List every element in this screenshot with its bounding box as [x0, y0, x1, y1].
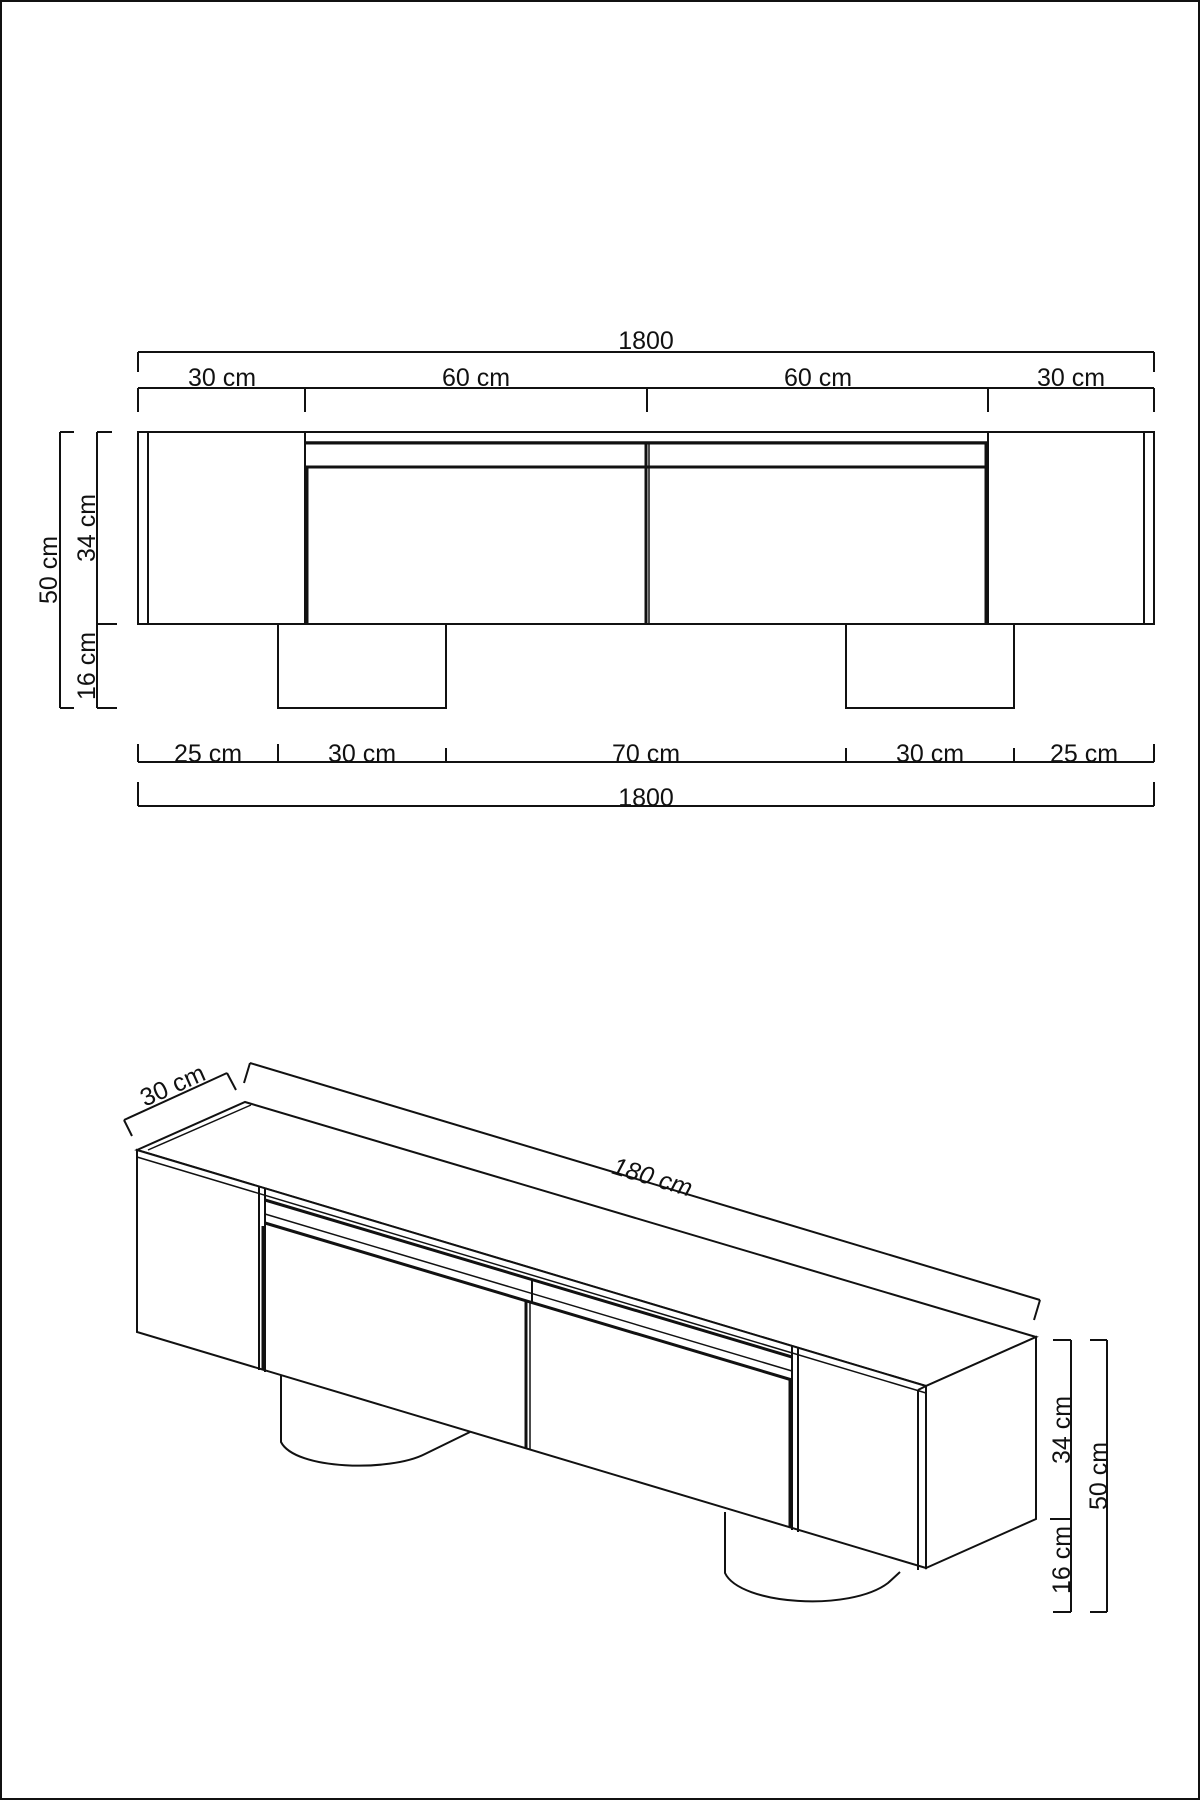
- dim-bottom-segments: [138, 740, 1154, 768]
- dim-bottom-seg-1: 25 cm: [173, 740, 243, 768]
- dim-bottom-seg-5: 25 cm: [1049, 740, 1119, 768]
- dim-front-height-body: 34 cm: [73, 493, 101, 563]
- dim-top-total: [138, 327, 1154, 372]
- page-frame: [1, 1, 1199, 1799]
- perspective-view: [124, 1059, 1113, 1612]
- cabinet-front: [138, 432, 1154, 624]
- dim-persp-height-body: 34 cm: [1048, 1395, 1076, 1465]
- leg-right-front: [846, 624, 1014, 708]
- dim-bottom-seg-2: 30 cm: [327, 740, 397, 768]
- dim-top-segments: [138, 364, 1154, 412]
- dim-height-front: [35, 432, 117, 708]
- dim-height-perspective: [1048, 1340, 1113, 1612]
- dim-bottom-total: [138, 782, 1154, 812]
- dim-top-seg-3: 60 cm: [783, 364, 853, 392]
- dim-depth-label: 30 cm: [135, 1059, 210, 1113]
- dim-top-total-label: 1800: [618, 327, 674, 355]
- dim-bottom-seg-4: 30 cm: [895, 740, 965, 768]
- dim-persp-height-total: 50 cm: [1085, 1441, 1113, 1511]
- dim-front-height-total: 50 cm: [35, 535, 63, 605]
- dim-bottom-total-label: 1800: [618, 784, 674, 812]
- dim-length-label: 180 cm: [609, 1152, 696, 1203]
- front-view: [35, 327, 1154, 812]
- dim-top-seg-4: 30 cm: [1036, 364, 1106, 392]
- dim-bottom-seg-3: 70 cm: [611, 740, 681, 768]
- dim-persp-height-legs: 16 cm: [1048, 1525, 1076, 1595]
- dim-top-seg-1: 30 cm: [187, 364, 257, 392]
- dim-top-seg-2: 60 cm: [441, 364, 511, 392]
- leg-left-front: [278, 624, 446, 708]
- dim-front-height-legs: 16 cm: [73, 631, 101, 701]
